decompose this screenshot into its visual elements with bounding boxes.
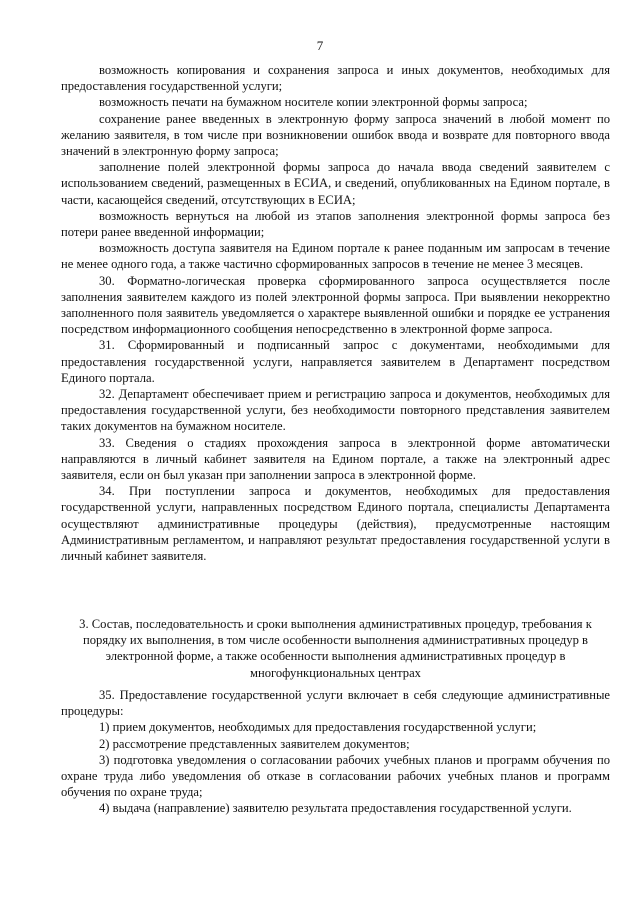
paragraph: 31. Сформированный и подписанный запрос с документами, необходимыми для предоставления государственной услуги, направляется заявителем в Департамент посредством Единого портала. <box>61 338 610 385</box>
paragraph: возможность печати на бумажном носителе копии электронной формы запроса; <box>99 95 528 110</box>
body-text-bottom <box>61 687 610 817</box>
page-number: 7 <box>316 38 324 53</box>
body-text-top <box>61 62 610 564</box>
paragraph: 4) выдача (направление) заявителю результата предоставления государственной услуги. <box>99 801 572 816</box>
paragraph: 33. Сведения о стадиях прохождения запроса в электронной форме автоматически направляются в личный кабинет заявителя на Едином портале, а также на электронный адрес заявителя, если он был указан при заполнении запроса в электронной форме. <box>61 435 610 483</box>
paragraph: 1) прием документов, необходимых для предоставления государственной услуги; <box>99 720 537 735</box>
paragraph: возможность вернуться на любой из этапов заполнения электронной формы запроса без потери ранее введенной информации; <box>61 208 610 240</box>
paragraph: возможность доступа заявителя на Едином портале к ранее поданным им запросам в течение не менее одного года, а также частично сформированных запросов в течение не менее 3 месяцев. <box>61 241 610 272</box>
section-heading: 3. Состав, последовательность и сроки выполнения административных процедур, требования к порядку их выполнения, в том числе особенности выполнения административных процедур в электронной форме, а также особенности выполнения административных процедур в многофункциональных центрах <box>79 617 592 680</box>
paragraph: заполнение полей электронной формы запроса до начала ввода сведений заявителем с использованием сведений, размещенных в ЕСИА, и сведений, опубликованных на Едином портале, в части, касающейся сведений, отсутствующих в ЕСИА; <box>61 160 610 207</box>
paragraph: 30. Форматно-логическая проверка сформированного запроса осуществляется после заполнения заявителем каждого из полей электронной формы запроса. При выявлении некорректно заполненного поля заявитель уведомляется о характере выявленной ошибки и порядке ее устранения посредством информационного сообщения непосредственно в электронной форме запроса. <box>61 273 610 337</box>
paragraph: 32. Департамент обеспечивает прием и регистрацию запроса и документов, необходимых для предоставления государственной услуги, без необходимости повторного представления заявителем таких документов на бумажном носителе. <box>61 387 610 434</box>
paragraph: 34. При поступлении запроса и документов, необходимых для предоставления государственной услуги, направленных посредством Единого портала, специалисты Департамента осуществляют административные процедуры (действия), предусмотренные настоящим Административным регламентом, и направляют результат предоставления государственной услуги в личный кабинет заявителя. <box>61 484 610 564</box>
paragraph: 35. Предоставление государственной услуги включает в себя следующие административные процедуры: <box>61 688 610 719</box>
paragraph: 3) подготовка уведомления о согласовании рабочих учебных планов и программ обучения по охране труда либо уведомления об отказе в согласовании рабочих учебных планов и программ обучения по охране труда; <box>61 752 610 800</box>
paragraph: возможность копирования и сохранения запроса и иных документов, необходимых для предоставления государственной услуги; <box>61 63 610 94</box>
paragraph: 2) рассмотрение представленных заявителем документов; <box>99 736 410 751</box>
paragraph: сохранение ранее введенных в электронную форму запроса значений в любой момент по желанию заявителя, в том числе при возникновении ошибок ввода и возврате для повторного ввода значений в электронную форму запроса; <box>61 111 610 159</box>
